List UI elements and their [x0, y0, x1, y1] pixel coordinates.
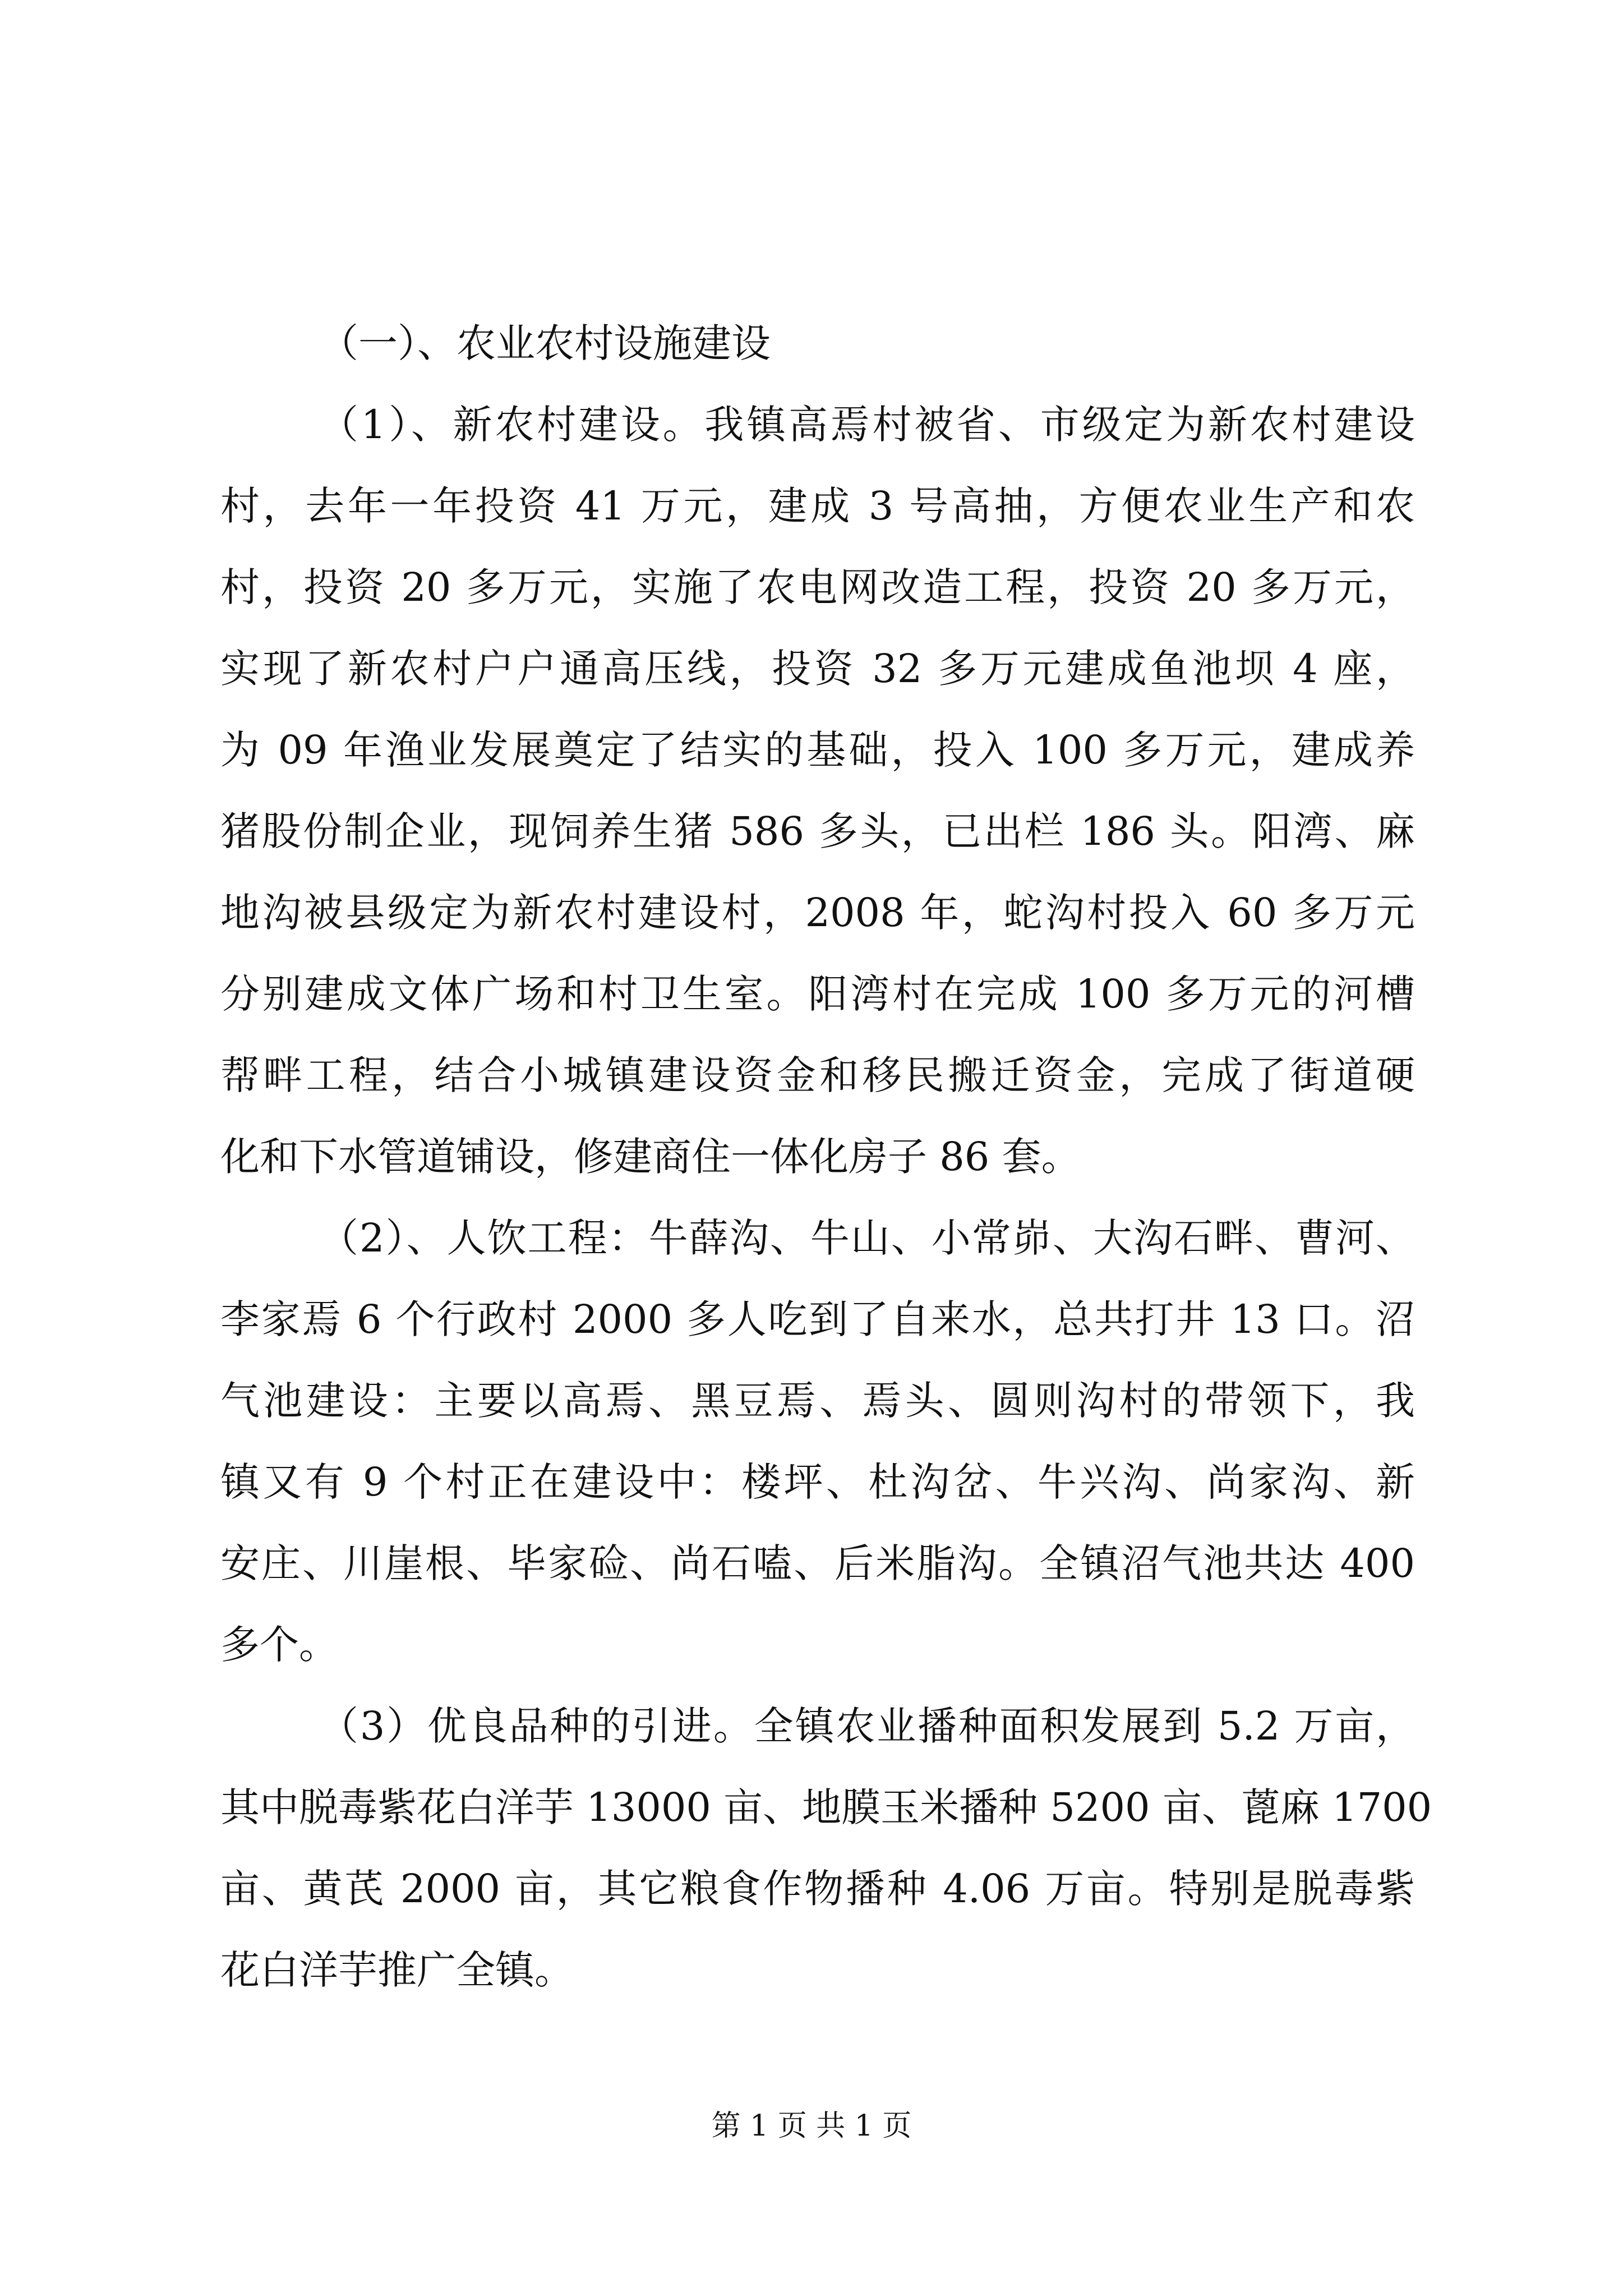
- paragraph-1-line: （1）、新农村建设。我镇高焉村被省、市级定为新农村建设: [319, 402, 1415, 448]
- paragraph-2-line: 李家焉 6 个行政村 2000 多人吃到了自来水，总共打井 13 口。沼: [220, 1296, 1415, 1342]
- paragraph-1-line: 为 09 年渔业发展奠定了结实的基础，投入 100 多万元，建成养: [220, 727, 1415, 773]
- section-heading: （一）、农业农村设施建设: [319, 320, 771, 366]
- paragraph-1-line: 分别建成文体广场和村卫生室。阳湾村在完成 100 多万元的河槽: [220, 971, 1415, 1017]
- document-body: [220, 303, 1432, 2011]
- page-footer: 第 1 页 共 1 页: [711, 2109, 912, 2143]
- paragraph-3-line: 亩、黄芪 2000 亩，其它粮食作物播种 4.06 万亩。特别是脱毒紫: [220, 1866, 1415, 1912]
- paragraph-2-line: 镇又有 9 个村正在建设中：楼坪、杜沟岔、牛兴沟、尚家沟、新: [220, 1459, 1415, 1505]
- paragraph-1-line: 实现了新农村户户通高压线，投资 32 多万元建成鱼池坝 4 座，: [220, 646, 1415, 692]
- paragraph-2-line: 气池建设：主要以高焉、黑豆焉、焉头、圆则沟村的带领下，我: [220, 1378, 1415, 1424]
- paragraph-1-line: 化和下水管道铺设，修建商住一体化房子 86 套。: [220, 1134, 1081, 1180]
- paragraph-3-line: 花白洋芋推广全镇。: [220, 1947, 574, 1993]
- paragraph-3-line: （3）优良品种的引进。全镇农业播种面积发展到 5.2 万亩，: [319, 1703, 1415, 1749]
- paragraph-1-line: 帮畔工程，结合小城镇建设资金和移民搬迁资金，完成了街道硬: [220, 1052, 1415, 1098]
- paragraph-2-line: 多个。: [220, 1622, 338, 1668]
- paragraph-2-line: （2）、人饮工程：牛薛沟、牛山、小常峁、大沟石畔、曹河、: [319, 1215, 1415, 1261]
- paragraph-1-line: 村，投资 20 多万元，实施了农电网改造工程，投资 20 多万元，: [220, 564, 1415, 610]
- paragraph-2-line: 安庄、川崖根、毕家硷、尚石嗑、后米脂沟。全镇沼气池共达 400: [220, 1540, 1415, 1586]
- paragraph-3-line: 其中脱毒紫花白洋芋 13000 亩、地膜玉米播种 5200 亩、蓖麻 1700: [220, 1784, 1432, 1830]
- paragraph-1-line: 村，去年一年投资 41 万元，建成 3 号高抽，方便农业生产和农: [220, 483, 1415, 529]
- paragraph-1-line: 猪股份制企业，现饲养生猪 586 多头，已出栏 186 头。阳湾、麻: [220, 808, 1415, 854]
- paragraph-1-line: 地沟被县级定为新农村建设村，2008 年，蛇沟村投入 60 多万元: [220, 890, 1415, 936]
